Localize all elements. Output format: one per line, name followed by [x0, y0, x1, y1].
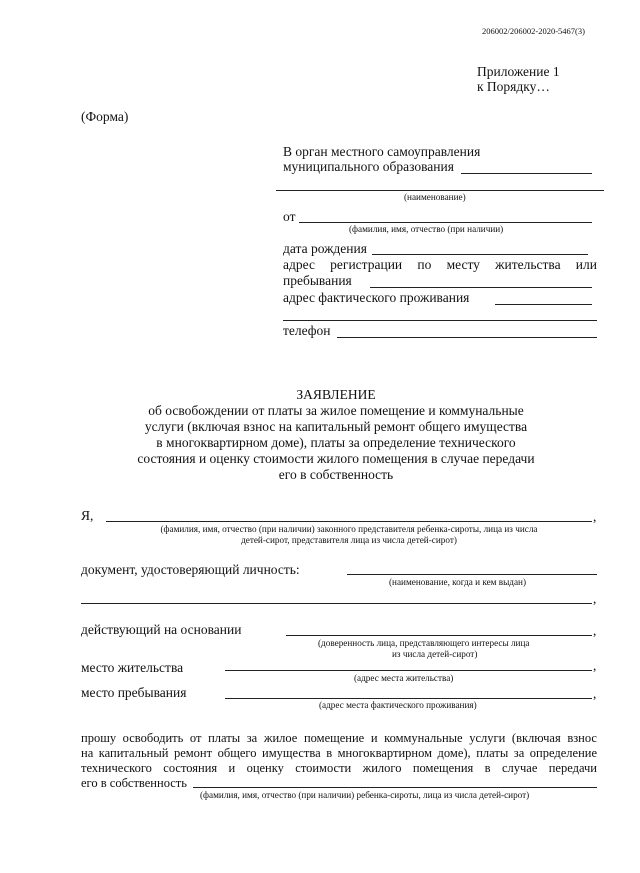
addressee-to-line2: муниципального образования	[283, 159, 454, 174]
registration-address-line[interactable]	[370, 287, 592, 288]
statement-subtitle-4: состояния и оценку стоимости жилого помещения в случае передачи	[137, 451, 535, 466]
applicant-name-line[interactable]	[106, 521, 592, 522]
actual-address-line[interactable]	[495, 304, 592, 305]
stay-label: место пребывания	[81, 685, 187, 700]
residence-label: место жительства	[81, 660, 184, 675]
id-document-label: документ, удостоверяющий личность:	[81, 562, 300, 577]
id-document-line[interactable]	[347, 574, 597, 575]
statement-heading: ЗАЯВЛЕНИЕ	[296, 387, 376, 402]
municipality-name-line[interactable]	[461, 173, 592, 174]
organ-name-line[interactable]	[276, 190, 604, 191]
birth-date-line[interactable]	[372, 254, 588, 255]
statement-subtitle-1: об освобождении от платы за жилое помещение и коммунальные	[148, 403, 524, 418]
acting-basis-line[interactable]	[286, 635, 592, 636]
registration-address-label: адрес регистрации по месту жительства или	[283, 257, 597, 272]
acting-basis-caption: (доверенность лица, представляющего интересы лица из числа детей-сирот)	[318, 638, 530, 659]
applicant-fio-line[interactable]	[299, 222, 592, 223]
phone-label: телефон	[283, 323, 331, 338]
actual-address-line-2[interactable]	[283, 320, 597, 321]
document-code: 206002/206002-2020-5467(3)	[482, 26, 585, 36]
registration-address-label-2: пребывания	[283, 273, 352, 288]
residence-line[interactable]	[225, 670, 592, 671]
stay-caption: (адрес места фактического проживания)	[319, 700, 477, 710]
appendix-line2: к Порядку…	[477, 79, 550, 94]
fio-caption: (фамилия, имя, отчество (при наличии)	[349, 224, 504, 234]
statement-subtitle-3: в многоквартирном доме), платы за определение технического	[156, 435, 516, 450]
phone-line[interactable]	[337, 337, 597, 338]
request-paragraph: прошу освободить от платы за жилое помещение и коммунальные услуги (включая взнос на капитальный ремонт общего имущества в многоквартирном доме), платы за определение технического состояния и оценку стоимости жилого помещения в случае передачи его в собственность	[81, 731, 597, 790]
child-name-line[interactable]	[193, 787, 597, 788]
from-label: от	[283, 209, 296, 224]
comma: ,	[593, 686, 597, 701]
addressee-to-line1: В орган местного самоуправления	[283, 144, 481, 159]
appendix-line1: Приложение 1	[477, 64, 560, 79]
id-document-caption: (наименование, когда и кем выдан)	[389, 577, 526, 587]
statement-subtitle-5: его в собственность	[278, 467, 394, 482]
acting-basis-label: действующий на основании	[81, 622, 242, 637]
stay-line[interactable]	[225, 698, 592, 699]
i-label: Я,	[81, 508, 94, 523]
id-document-line-2[interactable]	[81, 603, 592, 604]
residence-caption: (адрес места жительства)	[354, 673, 454, 683]
organ-name-caption: (наименование)	[404, 192, 466, 202]
comma: ,	[593, 591, 597, 606]
birth-date-label: дата рождения	[283, 241, 367, 256]
actual-address-label: адрес фактического проживания	[283, 290, 470, 305]
comma: ,	[593, 623, 597, 638]
comma: ,	[593, 509, 597, 524]
comma: ,	[593, 658, 597, 673]
form-label: (Форма)	[81, 109, 129, 124]
applicant-caption: (фамилия, имя, отчество (при наличии) законного представителя ребенка-сироты, лица из числа детей-сирот, представителя лица из числа детей-сирот)	[160, 524, 538, 545]
statement-subtitle-2: услуги (включая взнос на капитальный ремонт общего имущества	[144, 419, 528, 434]
child-name-caption: (фамилия, имя, отчество (при наличии) ребенка-сироты, лица из числа детей-сирот)	[200, 790, 530, 800]
statement-title	[110, 387, 562, 483]
